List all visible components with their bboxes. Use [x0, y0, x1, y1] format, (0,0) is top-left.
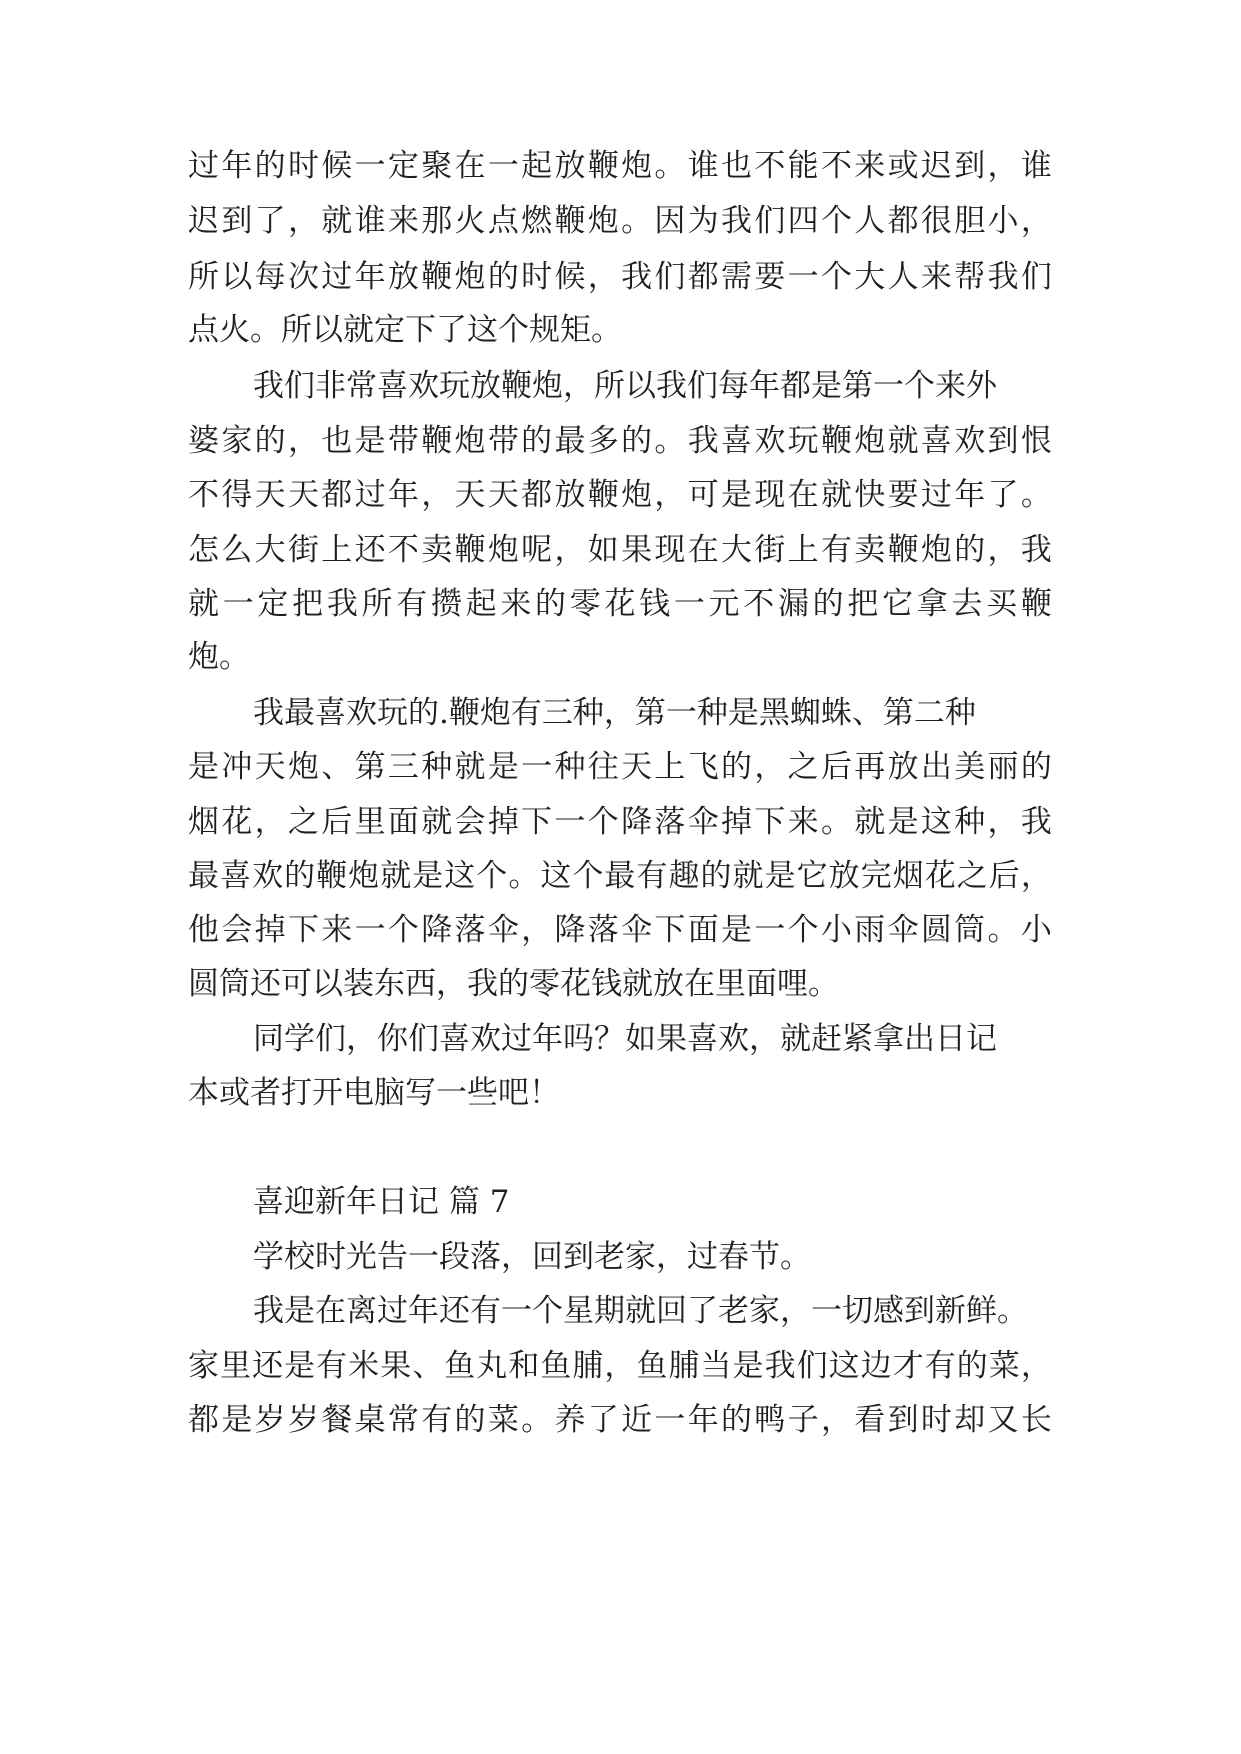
text-line: 所 以 每 次 过 年 放 鞭 炮 的 时 候 ， 我 们 都 需 要 一 个 大 人 来 帮 我 们	[188, 259, 1052, 295]
text-line: 怎 么 大 街 上 还 不 卖 鞭 炮 呢 ， 如 果 现 在 大 街 上 有 卖 鞭 炮 的 ， 我	[188, 532, 1052, 568]
text-line: 炮。	[188, 639, 250, 675]
paragraph-first-line: 我最喜欢玩的.鞭炮有三种，第一种是黑蜘蛛、第二种	[253, 695, 976, 731]
text-line: 不 得 天 天 都 过 年 ， 天 天 都 放 鞭 炮 ， 可 是 现 在 就 快 要 过 年 了 。	[188, 477, 1052, 513]
text-line: 都 是 岁 岁 餐 桌 常 有 的 菜 。 养 了 近 一 年 的 鸭 子 ， 看 到 时 却 又 长	[188, 1402, 1052, 1438]
text-line: 他 会 掉 下 来 一 个 降 落 伞 ， 降 落 伞 下 面 是 一 个 小 雨 伞 圆 筒 。 小	[188, 912, 1052, 948]
text-line: 最 喜 欢 的 鞭 炮 就 是 这 个 。 这 个 最 有 趣 的 就 是 它 放 完 烟 花 之 后 ，	[188, 858, 1052, 894]
text-line: 圆筒还可以装东西，我的零花钱就放在里面哩。	[188, 966, 839, 1002]
text-line: 过 年 的 时 候 一 定 聚 在 一 起 放 鞭 炮 。 谁 也 不 能 不 来 或 迟 到 ， 谁	[188, 148, 1052, 184]
text-line: 烟 花 ， 之 后 里 面 就 会 掉 下 一 个 降 落 伞 掉 下 来 。 就 是 这 种 ， 我	[188, 804, 1052, 840]
text-line: 家 里 还 是 有 米 果 、 鱼 丸 和 鱼 脯 ， 鱼 脯 当 是 我 们 这 边 才 有 的 菜 ，	[188, 1348, 1052, 1384]
section-heading: 喜迎新年日记 篇 7	[253, 1184, 510, 1220]
text-line: 就 一 定 把 我 所 有 攒 起 来 的 零 花 钱 一 元 不 漏 的 把 它 拿 去 买 鞭	[188, 586, 1052, 622]
paragraph-first-line: 学校时光告一段落，回到老家，过春节。	[253, 1239, 811, 1275]
paragraph-first-line: 我们非常喜欢玩放鞭炮，所以我们每年都是第一个来外	[253, 368, 997, 404]
text-line: 迟 到 了 ， 就 谁 来 那 火 点 燃 鞭 炮 。 因 为 我 们 四 个 人 都 很 胆 小 ，	[188, 203, 1052, 239]
text-line: 点火。所以就定下了这个规矩。	[188, 312, 622, 348]
text-line: 本或者打开电脑写一些吧！	[188, 1075, 560, 1111]
text-line: 是 冲 天 炮 、 第 三 种 就 是 一 种 往 天 上 飞 的 ， 之 后 再 放 出 美 丽 的	[188, 749, 1052, 785]
paragraph-first-line: 同学们，你们喜欢过年吗？如果喜欢，就赶紧拿出日记	[253, 1021, 997, 1057]
paragraph-first-line: 我是在离过年还有一个星期就回了老家，一切感到新鲜。	[253, 1293, 1028, 1329]
text-line: 婆 家 的 ， 也 是 带 鞭 炮 带 的 最 多 的 。 我 喜 欢 玩 鞭 炮 就 喜 欢 到 恨	[188, 423, 1052, 459]
